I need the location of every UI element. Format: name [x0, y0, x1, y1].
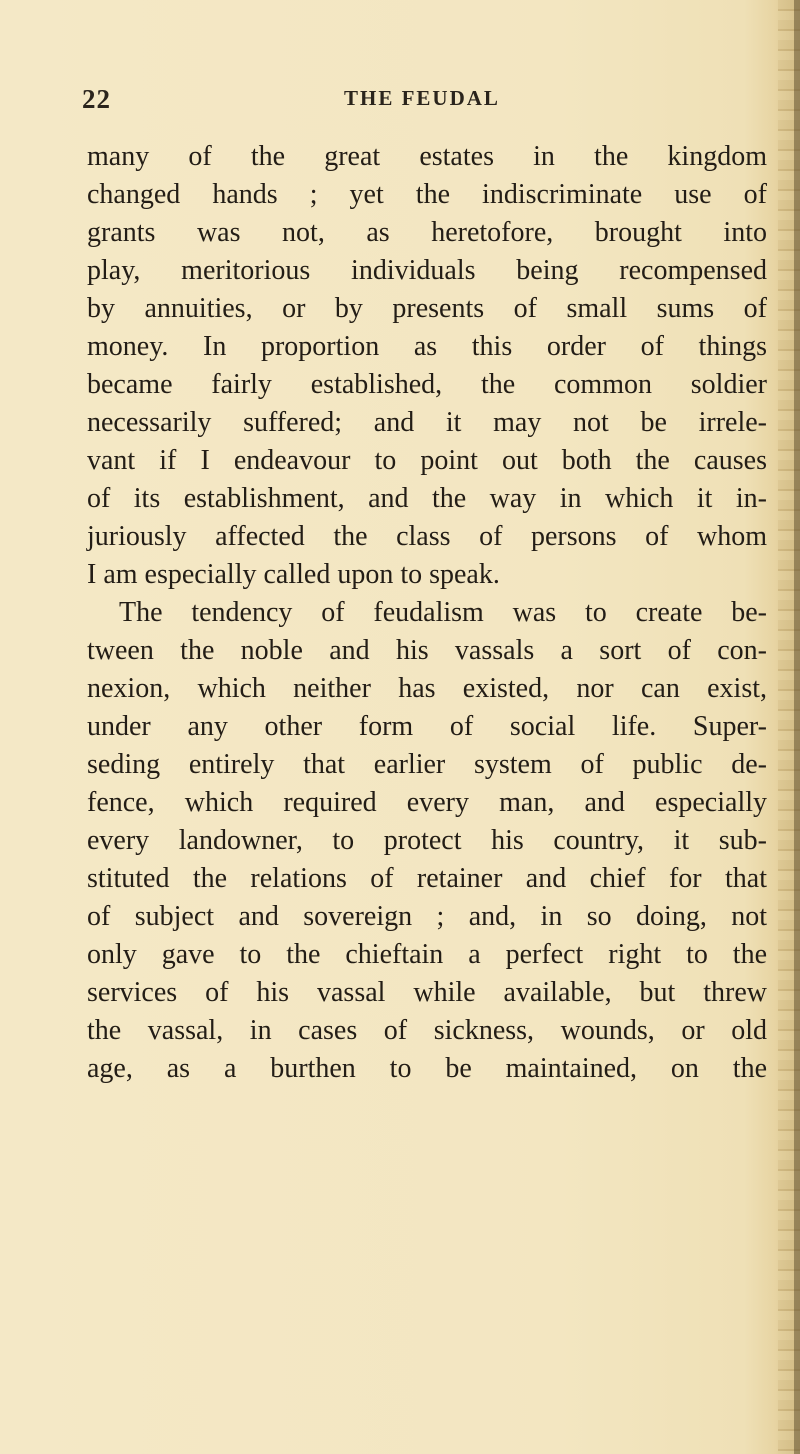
text-line: the vassal, in cases of sickness, wounds, or old [87, 1015, 767, 1046]
text-line: play, meritorious individuals being recompensed [87, 255, 767, 286]
text-line: juriously affected the class of persons of whom [87, 521, 767, 552]
text-line: I am especially called upon to speak. [87, 559, 500, 590]
text-line: many of the great estates in the kingdom [87, 141, 767, 172]
text-line: by annuities, or by presents of small sums of [87, 293, 767, 324]
text-line: tween the noble and his vassals a sort of con- [87, 635, 767, 666]
page-binding-edge [794, 0, 800, 1454]
text-line: grants was not, as heretofore, brought into [87, 217, 767, 248]
text-line: services of his vassal while available, but threw [87, 977, 767, 1008]
text-line: nexion, which neither has existed, nor can exist, [87, 673, 767, 704]
text-line: seding entirely that earlier system of public de- [87, 749, 767, 780]
page-number: 22 [82, 84, 111, 114]
text-line: became fairly established, the common soldier [87, 369, 767, 400]
text-line: necessarily suffered; and it may not be irrele- [87, 407, 767, 438]
text-line: stituted the relations of retainer and chief for that [87, 863, 767, 894]
running-title: THE FEUDAL [344, 86, 500, 110]
text-line: only gave to the chieftain a perfect right to the [87, 939, 767, 970]
text-line: under any other form of social life. Super- [87, 711, 767, 742]
text-line: age, as a burthen to be maintained, on the [87, 1053, 767, 1084]
running-head [82, 84, 772, 116]
text-line: money. In proportion as this order of things [87, 331, 767, 362]
text-line: changed hands ; yet the indiscriminate use of [87, 179, 767, 210]
body-text [87, 138, 767, 1088]
text-line: of subject and sovereign ; and, in so doing, not [87, 901, 767, 932]
text-line: every landowner, to protect his country, it sub- [87, 825, 767, 856]
text-line: vant if I endeavour to point out both the causes [87, 445, 767, 476]
text-line: The tendency of feudalism was to create be- [119, 597, 767, 628]
text-line: of its establishment, and the way in which it in- [87, 483, 767, 514]
text-line: fence, which required every man, and especially [87, 787, 767, 818]
